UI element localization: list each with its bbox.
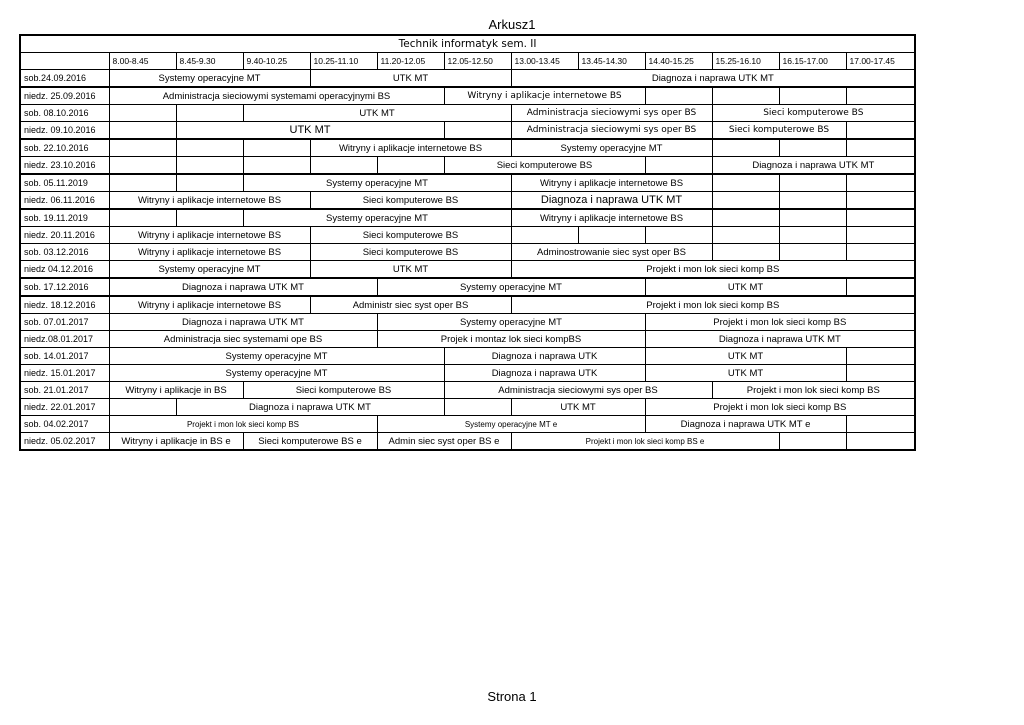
- class-cell: UTK MT: [645, 348, 846, 365]
- schedule-row: [20, 365, 915, 382]
- empty-cell: [712, 227, 779, 244]
- schedule-row: [20, 296, 915, 314]
- class-cell: Witryny i aplikacje internetowe BS: [109, 227, 310, 244]
- schedule-row: [20, 261, 915, 279]
- empty-cell: [846, 122, 915, 140]
- date-cell: niedz. 23.10.2016: [20, 157, 109, 175]
- class-cell: Systemy operacyjne MT: [511, 139, 712, 157]
- class-cell: Systemy operacyjne MT: [377, 278, 645, 296]
- schedule-row: [20, 227, 915, 244]
- empty-cell: [377, 157, 444, 175]
- class-cell: Sieci komputerowe BS: [712, 105, 915, 122]
- empty-cell: [176, 105, 243, 122]
- class-cell: Projekt i mon lok sieci komp BS: [109, 416, 377, 433]
- empty-cell: [243, 139, 310, 157]
- class-cell: Systemy operacyjne MT: [109, 70, 310, 88]
- schedule-row: [20, 157, 915, 175]
- empty-cell: [846, 192, 915, 210]
- empty-cell: [109, 139, 176, 157]
- empty-cell: [779, 139, 846, 157]
- empty-cell: [176, 157, 243, 175]
- empty-cell: [511, 227, 578, 244]
- empty-cell: [176, 139, 243, 157]
- date-cell: niedz. 20.11.2016: [20, 227, 109, 244]
- empty-cell: [846, 416, 915, 433]
- class-cell: UTK MT: [511, 399, 645, 416]
- empty-cell: [645, 87, 712, 105]
- empty-cell: [779, 192, 846, 210]
- empty-cell: [846, 87, 915, 105]
- date-cell: sob. 19.11.2019: [20, 209, 109, 227]
- date-cell: niedz. 06.11.2016: [20, 192, 109, 210]
- time-slot-header: 12.05-12.50: [444, 53, 511, 70]
- class-cell: Diagnoza i naprawa UTK MT: [109, 314, 377, 331]
- class-cell: Sieci komputerowe BS: [310, 192, 511, 210]
- class-cell: UTK MT: [310, 70, 511, 88]
- empty-cell: [846, 433, 915, 451]
- empty-cell: [109, 122, 176, 140]
- class-cell: Witryny i aplikacje internetowe BS: [511, 174, 712, 192]
- time-slot-header-row: [20, 53, 915, 70]
- class-cell: Witryny i aplikacje internetowe BS: [109, 244, 310, 261]
- date-cell: sob. 17.12.2016: [20, 278, 109, 296]
- empty-cell: [712, 87, 779, 105]
- empty-cell: [779, 209, 846, 227]
- empty-cell: [846, 365, 915, 382]
- time-slot-header: 10.25-11.10: [310, 53, 377, 70]
- date-cell: sob. 03.12.2016: [20, 244, 109, 261]
- schedule-table: [19, 34, 916, 451]
- class-cell: Diagnoza i naprawa UTK MT: [109, 278, 377, 296]
- class-cell: Projek i montaz lok sieci kompBS: [377, 331, 645, 348]
- empty-cell: [779, 433, 846, 451]
- table-title-row: [20, 35, 915, 53]
- class-cell: Projekt i mon lok sieci komp BS e: [511, 433, 779, 451]
- class-cell: Diagnoza i naprawa UTK MT: [645, 331, 915, 348]
- class-cell: Diagnoza i naprawa UTK MT: [511, 70, 915, 88]
- empty-cell: [846, 227, 915, 244]
- class-cell: Witryny i aplikacje in BS e: [109, 433, 243, 451]
- empty-cell: [109, 157, 176, 175]
- empty-cell: [578, 227, 645, 244]
- date-cell: niedz.08.01.2017: [20, 331, 109, 348]
- empty-cell: [176, 174, 243, 192]
- class-cell: Sieci komputerowe BS: [444, 157, 645, 175]
- empty-cell: [779, 87, 846, 105]
- class-cell: Projekt i mon lok sieci komp BS: [712, 382, 915, 399]
- class-cell: Systemy operacyjne MT: [243, 209, 511, 227]
- class-cell: Projekt i mon lok sieci komp BS: [645, 399, 915, 416]
- class-cell: Witryny i aplikacje internetowe BS: [109, 296, 310, 314]
- empty-cell: [310, 157, 377, 175]
- date-cell: sob.24.09.2016: [20, 70, 109, 88]
- empty-cell: [846, 244, 915, 261]
- empty-cell: [109, 399, 176, 416]
- empty-cell: [444, 399, 511, 416]
- class-cell: Administracja sieciowymi sys oper BS: [511, 122, 712, 140]
- date-cell: niedz. 18.12.2016: [20, 296, 109, 314]
- class-cell: Sieci komputerowe BS: [243, 382, 444, 399]
- empty-cell: [243, 157, 310, 175]
- schedule-row: [20, 87, 915, 105]
- schedule-row: [20, 105, 915, 122]
- empty-cell: [712, 244, 779, 261]
- empty-cell: [846, 348, 915, 365]
- class-cell: Systemy operacyjne MT: [377, 314, 645, 331]
- table-title: Technik informatyk sem. II: [20, 35, 915, 53]
- sheet-title: Arkusz1: [488, 17, 536, 32]
- empty-cell: [846, 139, 915, 157]
- class-cell: Systemy operacyjne MT: [109, 365, 444, 382]
- class-cell: UTK MT: [176, 122, 444, 140]
- class-cell: Systemy operacyjne MT e: [377, 416, 645, 433]
- date-cell: sob. 21.01.2017: [20, 382, 109, 399]
- schedule-row: [20, 382, 915, 399]
- class-cell: UTK MT: [645, 278, 846, 296]
- empty-cell: [779, 227, 846, 244]
- empty-cell: [444, 122, 511, 140]
- time-slot-header: 15.25-16.10: [712, 53, 779, 70]
- date-cell: sob. 14.01.2017: [20, 348, 109, 365]
- schedule-row: [20, 192, 915, 210]
- date-cell: sob. 22.10.2016: [20, 139, 109, 157]
- class-cell: Diagnoza i naprawa UTK MT: [176, 399, 444, 416]
- class-cell: Sieci komputerowe BS: [310, 244, 511, 261]
- page-footer: Strona 1: [487, 689, 537, 704]
- date-cell: niedz. 15.01.2017: [20, 365, 109, 382]
- date-cell: sob. 07.01.2017: [20, 314, 109, 331]
- time-slot-header: 11.20-12.05: [377, 53, 444, 70]
- time-slot-header: 8.00-8.45: [109, 53, 176, 70]
- class-cell: Sieci komputerowe BS: [712, 122, 846, 140]
- class-cell: UTK MT: [645, 365, 846, 382]
- schedule-row: [20, 122, 915, 140]
- class-cell: Witryny i aplikacje in BS: [109, 382, 243, 399]
- class-cell: Projekt i mon lok sieci komp BS: [645, 314, 915, 331]
- date-cell: sob. 05.11.2019: [20, 174, 109, 192]
- empty-cell: [779, 244, 846, 261]
- empty-cell: [712, 174, 779, 192]
- class-cell: Administracja sieciowymi systemami operacyjnymi BS: [109, 87, 444, 105]
- class-cell: Witryny i aplikacje internetowe BS: [310, 139, 511, 157]
- time-slot-header: 9.40-10.25: [243, 53, 310, 70]
- class-cell: Diagnoza i naprawa UTK MT: [511, 192, 712, 210]
- corner-cell: [20, 53, 109, 70]
- empty-cell: [109, 105, 176, 122]
- date-cell: niedz 04.12.2016: [20, 261, 109, 279]
- schedule-row: [20, 209, 915, 227]
- time-slot-header: 17.00-17.45: [846, 53, 915, 70]
- empty-cell: [176, 209, 243, 227]
- class-cell: Diagnoza i naprawa UTK MT: [712, 157, 915, 175]
- time-slot-header: 14.40-15.25: [645, 53, 712, 70]
- class-cell: Sieci komputerowe BS e: [243, 433, 377, 451]
- schedule-row: [20, 416, 915, 433]
- class-cell: Projekt i mon lok sieci komp BS: [511, 296, 915, 314]
- class-cell: Witryny i aplikacje internetowe BS: [444, 87, 645, 105]
- empty-cell: [645, 157, 712, 175]
- class-cell: Projekt i mon lok sieci komp BS: [511, 261, 915, 279]
- date-cell: niedz. 05.02.2017: [20, 433, 109, 451]
- class-cell: Sieci komputerowe BS: [310, 227, 511, 244]
- schedule-row: [20, 331, 915, 348]
- empty-cell: [846, 174, 915, 192]
- empty-cell: [109, 209, 176, 227]
- class-cell: Adminostrowanie siec syst oper BS: [511, 244, 712, 261]
- empty-cell: [712, 139, 779, 157]
- class-cell: Diagnoza i naprawa UTK MT e: [645, 416, 846, 433]
- class-cell: Systemy operacyjne MT: [243, 174, 511, 192]
- class-cell: Witryny i aplikacje internetowe BS: [511, 209, 712, 227]
- time-slot-header: 16.15-17.00: [779, 53, 846, 70]
- date-cell: sob. 08.10.2016: [20, 105, 109, 122]
- empty-cell: [712, 209, 779, 227]
- time-slot-header: 13.45-14.30: [578, 53, 645, 70]
- schedule-row: [20, 139, 915, 157]
- empty-cell: [846, 209, 915, 227]
- schedule-row: [20, 348, 915, 365]
- empty-cell: [846, 278, 915, 296]
- schedule-row: [20, 433, 915, 451]
- empty-cell: [779, 174, 846, 192]
- schedule-row: [20, 314, 915, 331]
- empty-cell: [645, 227, 712, 244]
- empty-cell: [712, 192, 779, 210]
- date-cell: niedz. 22.01.2017: [20, 399, 109, 416]
- schedule-row: [20, 70, 915, 88]
- class-cell: Admin siec syst oper BS e: [377, 433, 511, 451]
- class-cell: Witryny i aplikacje internetowe BS: [109, 192, 310, 210]
- date-cell: sob. 04.02.2017: [20, 416, 109, 433]
- time-slot-header: 8.45-9.30: [176, 53, 243, 70]
- empty-cell: [109, 174, 176, 192]
- class-cell: Administracja siec systemami ope BS: [109, 331, 377, 348]
- date-cell: niedz. 09.10.2016: [20, 122, 109, 140]
- schedule-row: [20, 244, 915, 261]
- class-cell: Administr siec syst oper BS: [310, 296, 511, 314]
- class-cell: Administracja sieciowymi sys oper BS: [511, 105, 712, 122]
- class-cell: Diagnoza i naprawa UTK: [444, 348, 645, 365]
- class-cell: Diagnoza i naprawa UTK: [444, 365, 645, 382]
- class-cell: UTK MT: [310, 261, 511, 279]
- date-cell: niedz. 25.09.2016: [20, 87, 109, 105]
- time-slot-header: 13.00-13.45: [511, 53, 578, 70]
- class-cell: Systemy operacyjne MT: [109, 261, 310, 279]
- schedule-row: [20, 174, 915, 192]
- class-cell: UTK MT: [243, 105, 511, 122]
- class-cell: Systemy operacyjne MT: [109, 348, 444, 365]
- schedule-row: [20, 399, 915, 416]
- class-cell: Administracja sieciowymi sys oper BS: [444, 382, 712, 399]
- schedule-row: [20, 278, 915, 296]
